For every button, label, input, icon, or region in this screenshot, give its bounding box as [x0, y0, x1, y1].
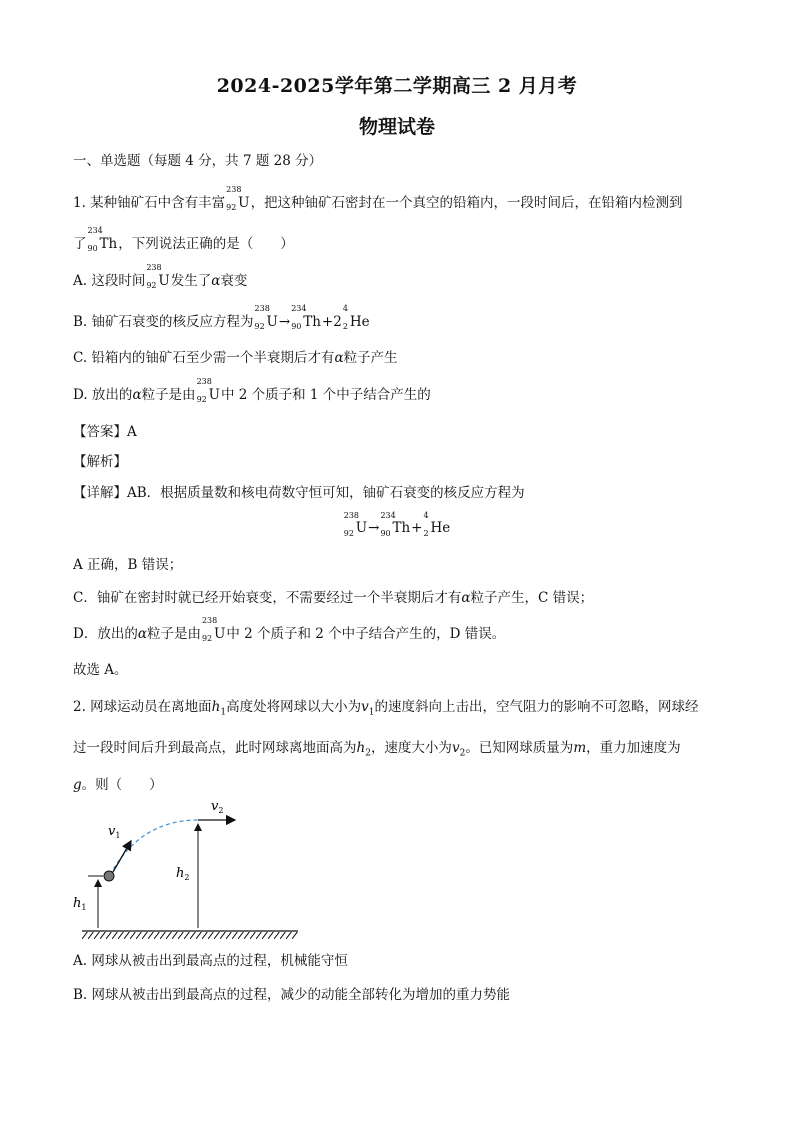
q2-option-a: A. 网球从被击出到最高点的过程，机械能守恒 [73, 953, 348, 969]
th234-nuclide: 234 90 Th [291, 304, 321, 331]
q2-stem-line3: g。则（ ） [73, 777, 163, 793]
label-v2: $v_2$ [211, 799, 224, 815]
u238-nuclide: 238 92 U [254, 304, 278, 331]
q1-answer: 【答案】A [73, 424, 137, 440]
q1-conclusion-ab: A 正确，B 错误； [73, 557, 183, 573]
exam-title: 2024-2025学年第二学期高三 2 月月考 [216, 75, 578, 97]
q1-option-b: B. 铀矿石衰变的核反应方程为 238 92 U→ 234 90 Th+2 4 2 He [73, 304, 370, 331]
reaction-arrow: → [278, 314, 291, 330]
label-h2: $h_2$ [176, 866, 190, 882]
q1-final-choice: 故选 A。 [73, 662, 128, 678]
alpha-symbol: α [137, 626, 147, 642]
label-v1: $v_1$ [108, 824, 121, 840]
trajectory-curve [110, 820, 198, 875]
q1-option-a: A. 这段时间 238 92 U发生了α衰变 [73, 263, 248, 290]
q1-stem-text-d: ，下列说法正确的是（ ） [118, 236, 294, 252]
he4-nuclide: 4 2 He [342, 304, 370, 331]
u238-nuclide: 238 92 U [146, 263, 170, 290]
th234-nuclide: 234 90 Th [380, 511, 411, 538]
he4-nuclide: 4 2 He [423, 511, 451, 538]
ground-hatch [82, 932, 298, 939]
q1-option-c: C. 铅箱内的铀矿石至少需一个半衰期后才有α粒子产生 [73, 350, 398, 366]
q2-stem-line2: 过一段时间后升到最高点，此时网球离地面高为$h_2$，速度大小为$v_2$。已知网球质量为m，重力加速度为 [73, 740, 681, 759]
q1-option-d: D. 放出的α粒子是由 238 92 U中 2 个质子和 1 个中子结合产生的 [73, 377, 431, 404]
q1-stem-text-a: 1. 某种铀矿石中含有丰富 [73, 195, 226, 211]
u238-nuclide: 238 92 U [226, 185, 250, 212]
tennis-trajectory-figure [70, 795, 310, 945]
alpha-symbol: α [211, 273, 221, 289]
v1-arrow [113, 841, 131, 872]
q1-analysis-label: 【解析】 [73, 454, 127, 470]
alpha-symbol: α [132, 387, 142, 403]
label-h1: $h_1$ [73, 896, 87, 912]
q1-stem-line2 [73, 226, 294, 253]
alpha-symbol: α [461, 590, 471, 606]
tennis-ball [104, 871, 114, 881]
q1-detail: 【详解】AB．根据质量数和核电荷数守恒可知，铀矿石衰变的核反应方程为 [73, 485, 525, 501]
u238-nuclide: 238 92 U [201, 616, 226, 643]
th234-nuclide: 234 90 Th [87, 226, 118, 253]
q2-stem-line1: 2. 网球运动员在离地面$h_1$高度处将网球以大小为$v_1$的速度斜向上击出，空气阻力的影响不可忽略，网球经 [73, 699, 699, 718]
subject-title: 物理试卷 [358, 116, 435, 138]
q2-option-b: B. 网球从被击出到最高点的过程，减少的动能全部转化为增加的重力势能 [73, 987, 511, 1003]
q1-stem-text-c: 了 [73, 236, 87, 252]
u238-nuclide: 238 92 U [343, 511, 368, 538]
q1-stem-line1 [73, 185, 683, 212]
q1-explain-c: C．铀矿在密封时就已经开始衰变，不需要经过一个半衰期后才有α粒子产生，C 错误； [73, 590, 594, 606]
u238-nuclide: 238 92 U [196, 377, 220, 404]
reaction-arrow: → [368, 520, 380, 536]
alpha-symbol: α [334, 350, 344, 366]
q1-reaction-equation: 238 92 U→ 234 90 Th+ 4 2 He [343, 511, 451, 538]
q1-stem-text-b: ，把这种铀矿石密封在一个真空的铅箱内，一段时间后，在铅箱内检测到 [250, 195, 683, 211]
section-heading: 一、单选题（每题 4 分，共 7 题 28 分） [73, 153, 323, 169]
q1-explain-d: D．放出的α粒子是由 238 92 U中 2 个质子和 2 个中子结合产生的，D 错误。 [73, 616, 506, 643]
